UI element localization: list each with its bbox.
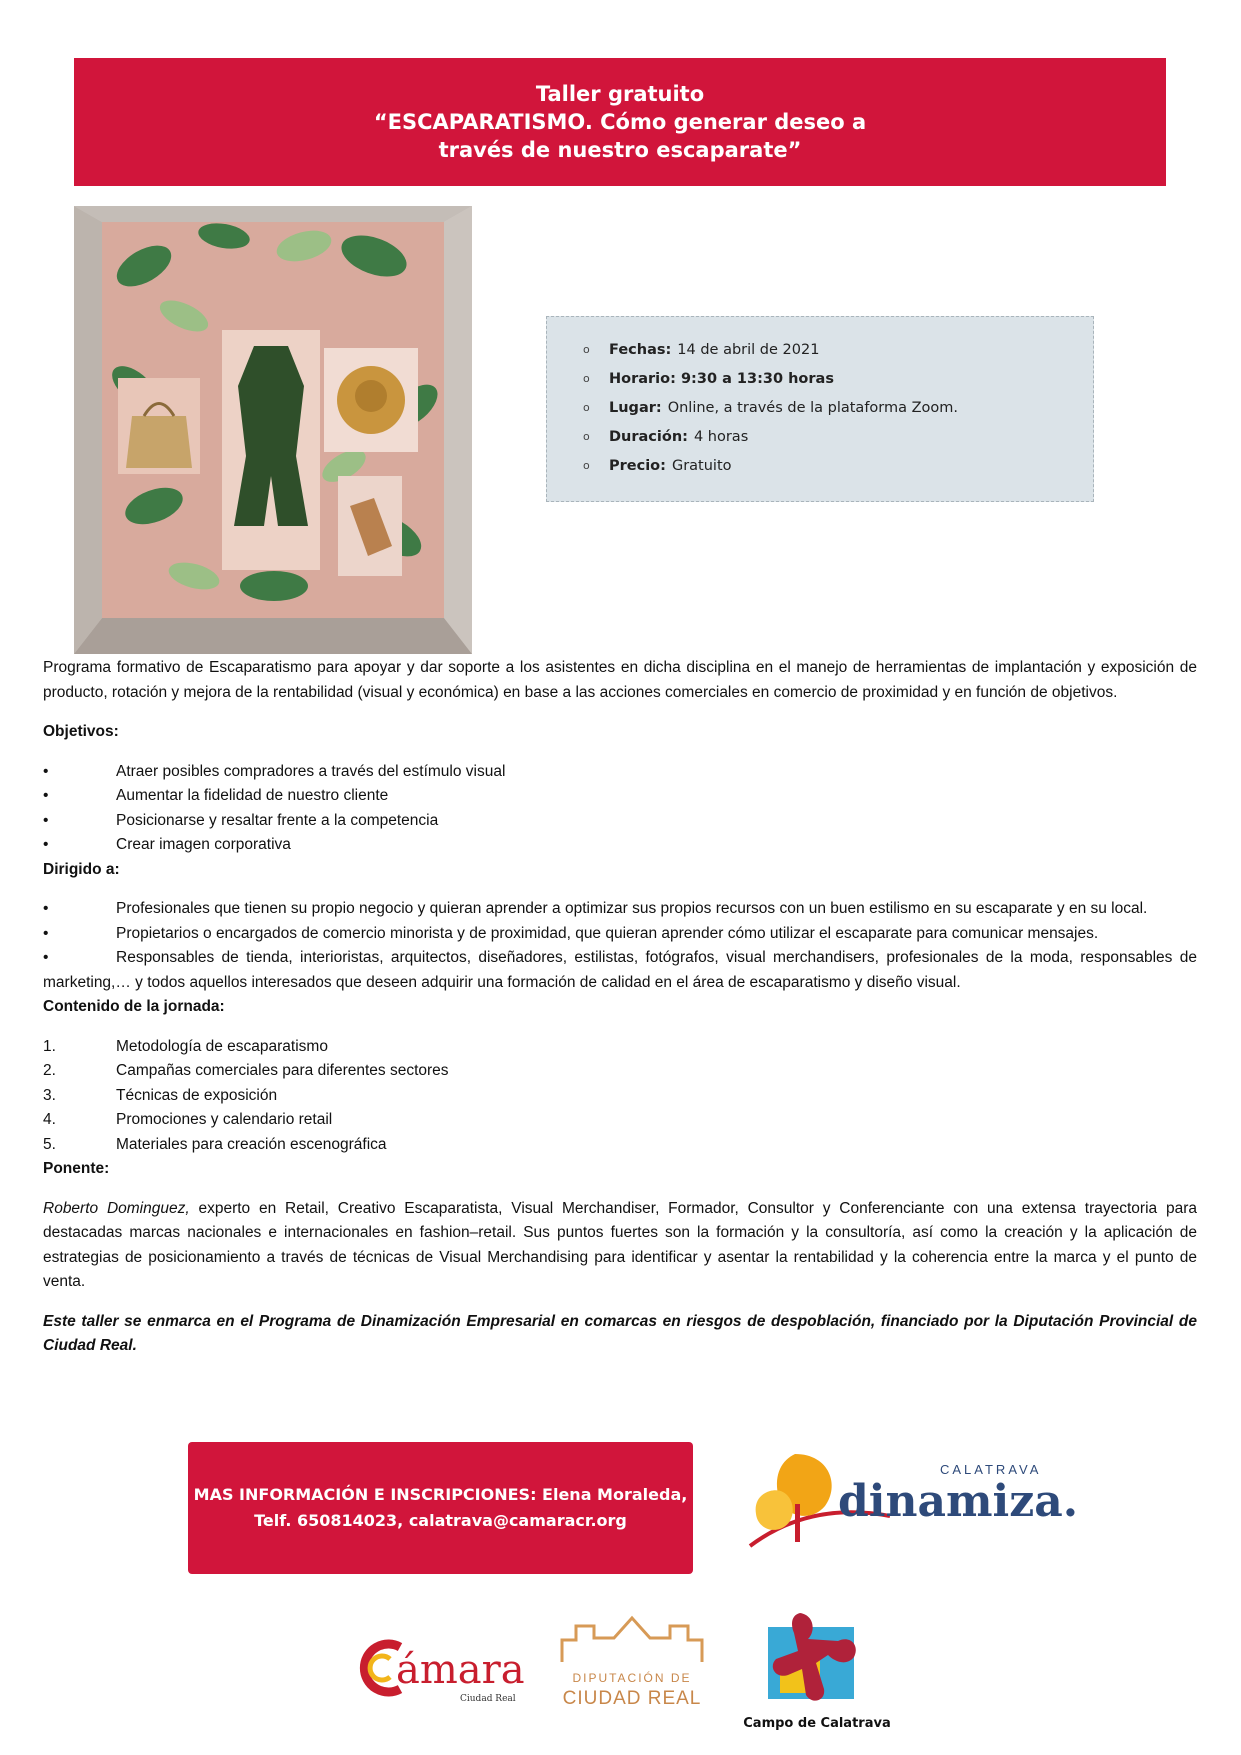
list-item — [43, 833, 1197, 858]
detail-label: Horario: 9:30 a 13:30 horas — [609, 370, 834, 387]
detail-value: Online, a través de la plataforma Zoom. — [667, 399, 959, 416]
list-item-text: Promociones y calendario retail — [116, 1111, 333, 1128]
list-item-text: Campañas comerciales para diferentes sectores — [116, 1062, 449, 1079]
ponente-name: Roberto Dominguez, — [43, 1199, 190, 1217]
list-item — [43, 946, 1197, 995]
detail-marker: o — [583, 430, 590, 443]
bullet: • — [43, 811, 49, 829]
dinamiza-logo — [740, 1446, 1079, 1556]
detail-duracion — [583, 422, 1093, 451]
title-line-1: Taller gratuito — [535, 82, 705, 106]
bullet: • — [43, 787, 49, 804]
list-item-text: Crear imagen corporativa — [116, 836, 291, 853]
event-details-box — [546, 316, 1094, 502]
list-item — [43, 809, 1197, 834]
detail-value: 4 horas — [693, 428, 749, 445]
detail-marker: o — [583, 459, 590, 472]
list-item-text: Metodología de escaparatismo — [116, 1037, 328, 1055]
diputacion-logo — [554, 1612, 710, 1712]
detail-marker: o — [583, 401, 590, 414]
detail-value: Gratuito — [671, 457, 732, 474]
list-number: 3. — [43, 1086, 56, 1104]
contact-banner — [188, 1442, 693, 1574]
detail-lugar — [583, 393, 1093, 422]
title-line-3: través de nuestro escaparate” — [438, 138, 802, 162]
title-line-2: “ESCAPARATISMO. Cómo generar deseo a — [373, 110, 867, 134]
list-item — [43, 922, 1197, 947]
bullet: • — [43, 949, 49, 966]
list-item-text: Responsables de tienda, interioristas, arquitectos, diseñadores, estilistas, fotógrafos, visual merchandisers, profesionales de la moda, responsables de marketing,… y todos aquellos interesados que deseen adquirir una formación de calidad en el área de escaparatismo y diseño visual. — [43, 949, 1197, 991]
list-number: 1. — [43, 1037, 56, 1055]
list-item — [43, 784, 1197, 809]
bullet: • — [43, 836, 49, 853]
main-text — [43, 656, 1197, 1359]
list-item-text: Materiales para creación escenográfica — [116, 1135, 387, 1153]
ponente-paragraph — [43, 1197, 1197, 1295]
detail-label: Duración: — [609, 428, 688, 445]
campo-text: Campo de Calatrava — [743, 1716, 891, 1731]
bullet: • — [43, 762, 49, 780]
ponente-bio: experto en Retail, Creativo Escaparatista, Visual Merchandiser, Formador, Consultor y Conferenciante con una extensa trayectoria para destacadas marcas nacionales e internacionales en fashion–retail. Sus puntos fuertes son la formación y la consultoría, así como la creación y la aplicación de estrategias de posicionamiento a través de técnicas de Visual Merchandising para identificar y asentar la rentabilidad y la coherencia entre la marca y el punto de venta. — [43, 1199, 1197, 1290]
list-item-text: Atraer posibles compradores a través del estímulo visual — [116, 762, 506, 780]
dinamiza-main-text: dinamiza. — [838, 1476, 1079, 1527]
campo-de-calatrava-logo — [742, 1605, 892, 1735]
list-item-text: Profesionales que tienen su propio negocio y quieran aprender a optimizar sus propios recursos con un buen estilismo en su escaparate y en su local. — [116, 900, 1148, 917]
list-item-text: Propietarios o encargados de comercio minorista y de proximidad, que quieran aprender cómo utilizar el escaparate para comunicar mensajes. — [116, 924, 1099, 942]
detail-value: 14 de abril de 2021 — [677, 341, 820, 358]
list-item — [43, 1059, 1197, 1084]
contact-line-1: MAS INFORMACIÓN E INSCRIPCIONES: Elena Moraleda, — [193, 1485, 688, 1504]
bullet: • — [43, 900, 49, 917]
list-item — [43, 1084, 1197, 1109]
contact-line-2: Telf. 650814023, calatrava@camaracr.org — [254, 1511, 627, 1530]
shop-window-photo — [74, 206, 472, 654]
list-item — [43, 760, 1197, 785]
dirigido-heading: Dirigido a: — [43, 860, 120, 878]
camara-logo — [360, 1635, 535, 1705]
dinamiza-top-text: CALATRAVA — [940, 1462, 1042, 1477]
contenido-heading: Contenido de la jornada: — [43, 998, 225, 1015]
intro-paragraph: Programa formativo de Escaparatismo para apoyar y dar soporte a los asistentes en dicha disciplina en el manejo de herramientas de implantación y exposición de producto, rotación y mejora de la rentabilidad (visual y económica) en base a las acciones comerciales en comercio de proximidad y en función de objetivos. — [43, 659, 1197, 701]
list-item — [43, 1133, 1197, 1158]
detail-label: Fechas: — [609, 341, 672, 358]
diputacion-main-text: CIUDAD REAL — [562, 1688, 702, 1709]
list-item — [43, 897, 1197, 922]
detail-label: Lugar: — [609, 399, 662, 416]
detail-label: Precio: — [609, 457, 666, 474]
ponente-heading: Ponente: — [43, 1160, 110, 1177]
list-item-text: Técnicas de exposición — [116, 1086, 278, 1104]
detail-marker: o — [583, 343, 590, 356]
camara-text: ámara — [396, 1647, 525, 1693]
bullet: • — [43, 924, 49, 942]
diputacion-top-text: DIPUTACIÓN DE — [572, 1671, 692, 1685]
detail-horario — [583, 364, 1093, 393]
list-item — [43, 1035, 1197, 1060]
list-item-text: Aumentar la fidelidad de nuestro cliente — [116, 787, 389, 804]
title-banner — [74, 58, 1166, 186]
funding-note: Este taller se enmarca en el Programa de Dinamización Empresarial en comarcas en riesgos de despoblación, financiado por la Diputación Provincial de Ciudad Real. — [43, 1312, 1197, 1354]
list-number: 4. — [43, 1111, 56, 1128]
objetivos-heading: Objetivos: — [43, 723, 119, 740]
list-item — [43, 1108, 1197, 1133]
detail-precio — [583, 451, 1093, 480]
detail-fechas — [583, 335, 1093, 364]
list-item-text: Posicionarse y resaltar frente a la competencia — [116, 811, 439, 829]
list-number: 5. — [43, 1135, 56, 1153]
list-number: 2. — [43, 1062, 56, 1079]
camara-subtext: Ciudad Real — [460, 1694, 516, 1704]
detail-marker: o — [583, 372, 590, 385]
